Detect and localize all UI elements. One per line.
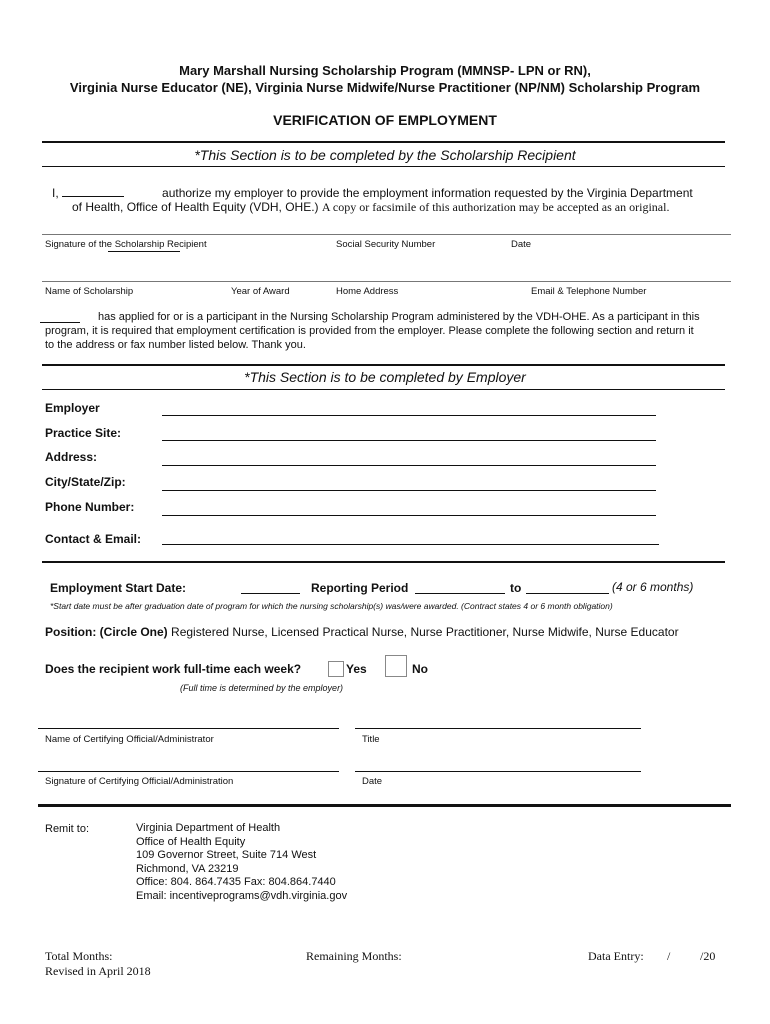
- address-label: Address:: [45, 450, 98, 464]
- position-row: [45, 625, 679, 639]
- official-name-field[interactable]: [38, 728, 339, 729]
- signature-line[interactable]: [42, 234, 731, 235]
- recipient-name-blank[interactable]: [40, 322, 80, 323]
- remit-address: [136, 822, 347, 903]
- contact-email-field[interactable]: [162, 544, 659, 545]
- section-divider: [42, 364, 725, 366]
- section-divider: [38, 804, 731, 807]
- data-entry-label: Data Entry:: [588, 949, 644, 963]
- city-state-zip-label: City/State/Zip:: [45, 475, 126, 489]
- employer-section-heading: *This Section is to be completed by Employer: [244, 369, 526, 385]
- no-label: No: [412, 662, 428, 676]
- employer-field[interactable]: [162, 415, 656, 416]
- signature-underline: [108, 251, 180, 252]
- total-months-label: Total Months:: [45, 949, 113, 963]
- address-field[interactable]: [162, 465, 656, 466]
- ssn-label: Social Security Number: [336, 239, 436, 250]
- fulltime-question: Does the recipient work full-time each week?: [45, 662, 302, 676]
- program-title-line1: Mary Marshall Nursing Scholarship Program (MMNSP- LPN or RN),: [179, 63, 591, 78]
- position-label: Position: (Circle One): [45, 625, 168, 639]
- scholarship-info-line[interactable]: [42, 281, 731, 282]
- remaining-months-label: Remaining Months:: [306, 949, 402, 963]
- year-of-award-label: Year of Award: [231, 286, 290, 297]
- phone-number-label: Phone Number:: [45, 500, 135, 514]
- section-divider: [42, 389, 725, 390]
- official-name-label: Name of Certifying Official/Administrator: [45, 734, 214, 745]
- employer-label: Employer: [45, 401, 100, 415]
- employment-start-field[interactable]: [241, 593, 300, 594]
- employment-start-label: Employment Start Date:: [50, 581, 187, 595]
- applied-text-line3: to the address or fax number listed below. Thank you.: [45, 339, 306, 351]
- official-title-label: Title: [362, 734, 380, 745]
- remit-label: Remit to:: [45, 823, 90, 835]
- position-options[interactable]: Registered Nurse, Licensed Practical Nurse, Nurse Practitioner, Nurse Midwife, Nurse Educator: [171, 625, 679, 639]
- reporting-period-label: Reporting Period: [311, 581, 409, 595]
- official-signature-field[interactable]: [38, 771, 339, 772]
- remit-office: Office of Health Equity: [136, 835, 246, 848]
- remit-org: Virginia Department of Health: [136, 822, 281, 834]
- start-date-note: *Start date must be after graduation date of program for which the nursing scholarship(s) was/were awarded. (Contract states 4 or 6 month obligation): [50, 601, 613, 611]
- home-address-label: Home Address: [336, 286, 399, 297]
- fulltime-note: (Full time is determined by the employer): [180, 683, 344, 693]
- section-divider: [42, 561, 725, 563]
- recipient-section-heading: *This Section is to be completed by the Scholarship Recipient: [194, 147, 576, 163]
- applied-text-line1: has applied for or is a participant in the Nursing Scholarship Program administered by the VDH-OHE. As a participant in this: [98, 311, 700, 323]
- form-title: VERIFICATION OF EMPLOYMENT: [273, 112, 497, 128]
- data-entry-slash: /: [667, 949, 671, 963]
- section-divider: [42, 166, 725, 167]
- no-checkbox[interactable]: [385, 655, 407, 677]
- reporting-start-field[interactable]: [415, 593, 505, 594]
- recipient-name-blank[interactable]: [62, 185, 124, 197]
- contact-email-label: Contact & Email:: [45, 532, 142, 546]
- reporting-to-label: to: [510, 581, 522, 595]
- yes-checkbox[interactable]: [328, 661, 344, 677]
- remit-city: Richmond, VA 23219: [136, 862, 239, 875]
- official-title-field[interactable]: [355, 728, 641, 729]
- practice-site-label: Practice Site:: [45, 426, 122, 440]
- city-state-zip-field[interactable]: [162, 490, 656, 491]
- section-divider: [42, 141, 725, 143]
- yes-label: Yes: [346, 662, 367, 676]
- recipient-signature-label: Signature of the Scholarship Recipient: [45, 239, 207, 250]
- reporting-end-field[interactable]: [526, 593, 609, 594]
- phone-number-field[interactable]: [162, 515, 656, 516]
- authorization-line2: of Health, Office of Health Equity (VDH, OHE.) A copy or facsimile of this authorization may be accepted as an original.: [72, 200, 670, 214]
- email-telephone-label: Email & Telephone Number: [531, 286, 647, 297]
- scholarship-name-label: Name of Scholarship: [45, 286, 134, 297]
- revised-date: Revised in April 2018: [45, 964, 151, 978]
- program-title-line2: Virginia Nurse Educator (NE), Virginia Nurse Midwife/Nurse Practitioner (NP/NM) Scholarship Program: [69, 80, 701, 95]
- remit-phone-fax: Office: 804. 864.7435 Fax: 804.864.7440: [136, 876, 336, 888]
- remit-street: 109 Governor Street, Suite 714 West: [136, 849, 317, 861]
- authorization-line1: I, authorize my employer to provide the employment information requested by the Virginia Department: [52, 186, 693, 200]
- applied-text-line2: program, it is required that employment certification is provided from the employer. Please complete the following section and return it: [45, 325, 694, 337]
- months-note: (4 or 6 months): [612, 580, 694, 594]
- data-entry-year: /20: [700, 949, 716, 963]
- remit-email[interactable]: Email: incentiveprograms@vdh.virginia.gov: [136, 889, 348, 902]
- date-label: Date: [511, 239, 532, 250]
- official-date-label: Date: [362, 776, 383, 787]
- practice-site-field[interactable]: [162, 440, 656, 441]
- official-signature-label: Signature of Certifying Official/Administration: [45, 776, 234, 787]
- official-date-field[interactable]: [355, 771, 641, 772]
